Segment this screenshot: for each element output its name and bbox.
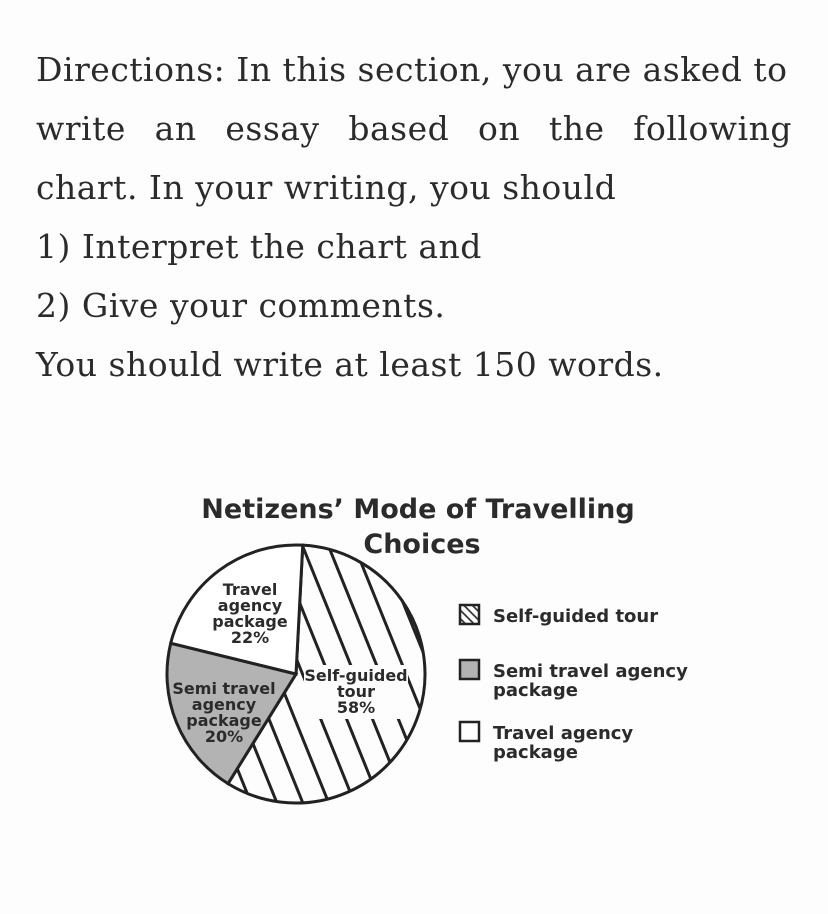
slice-label: 58% <box>336 698 376 717</box>
directions-line: 2) Give your comments. <box>36 286 446 325</box>
legend-swatch <box>460 605 479 624</box>
legend-label: package <box>493 742 578 763</box>
slice-label: Semi travel <box>172 679 276 698</box>
legend-swatch <box>460 660 479 679</box>
chart-title-line: Netizens’ Mode of Travelling <box>201 494 635 525</box>
legend-label: Self-guided tour <box>493 606 659 627</box>
directions-line: write an essay based on the following <box>36 109 792 148</box>
legend-label: Travel agency <box>493 723 634 744</box>
legend-label: package <box>493 680 578 701</box>
slice-label: package <box>186 711 262 730</box>
slice-label: agency <box>217 596 283 615</box>
legend-swatch <box>460 722 479 741</box>
slice-label: 20% <box>204 727 244 746</box>
slice-label: 22% <box>230 628 270 647</box>
slice-label: Travel <box>222 580 278 599</box>
directions-line: chart. In your writing, you should <box>36 168 617 207</box>
legend-label: Semi travel agency <box>493 661 688 682</box>
directions-line: You should write at least 150 words. <box>36 345 664 384</box>
slice-label: agency <box>191 695 257 714</box>
slice-label: Self-guided <box>304 666 408 685</box>
directions-line: Directions: In this section, you are asked to <box>36 50 788 89</box>
legend <box>460 605 688 763</box>
directions-line: 1) Interpret the chart and <box>36 227 482 266</box>
chart-title-line: Choices <box>363 529 481 560</box>
slice-label: tour <box>337 682 375 701</box>
slice-label: package <box>212 612 288 631</box>
